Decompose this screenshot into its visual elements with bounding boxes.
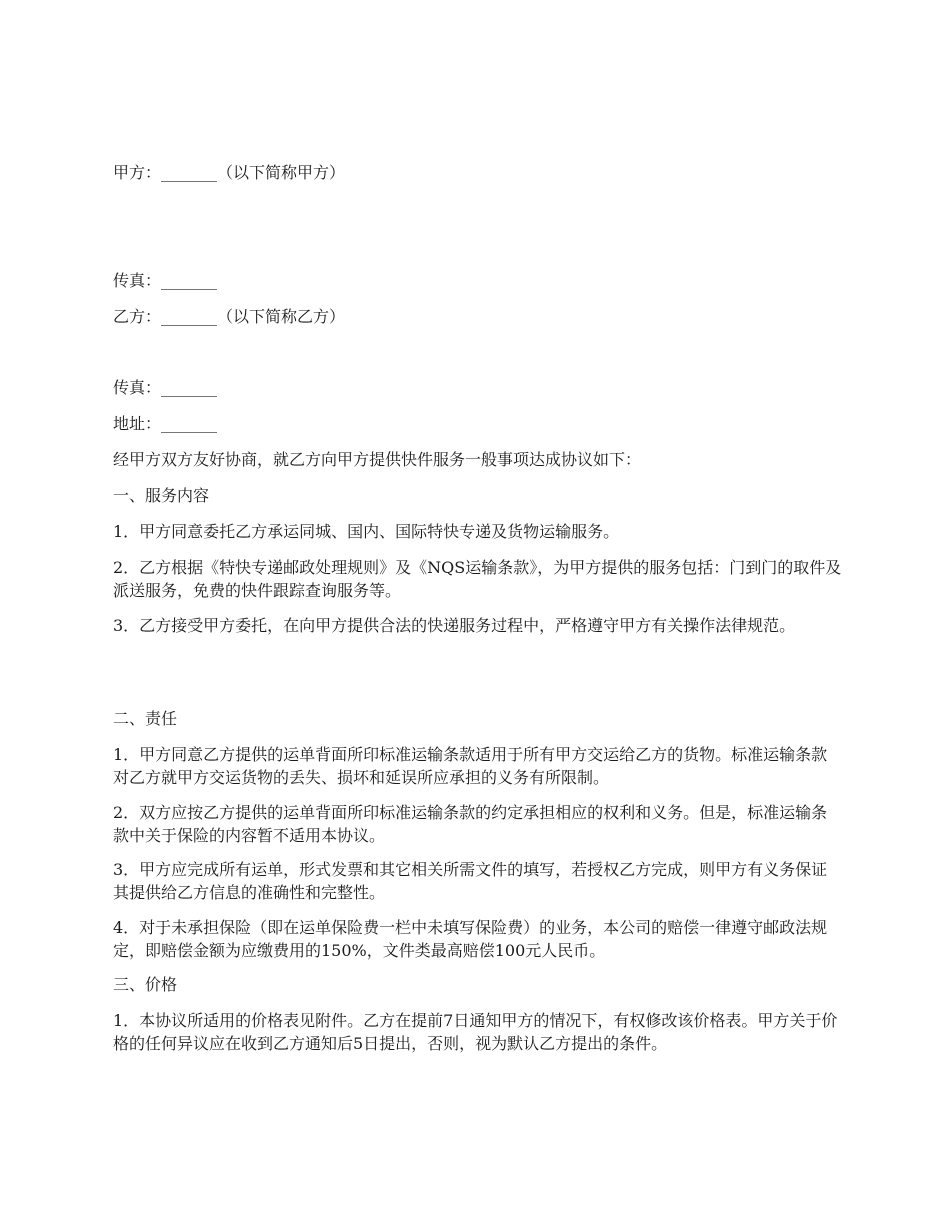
section-2-clause-1: 1．甲方同意乙方提供的运单背面所印标准运输条款适用于所有甲方交运给乙方的货物。标准运输条款对乙方就甲方交运货物的丢失、损坏和延误所应承担的义务有所限制。 [113,745,828,787]
section-1-clause-3: 3．乙方接受甲方委托，在向甲方提供合法的快递服务过程中，严格遵守甲方有关操作法律规范。 [113,616,796,635]
party-b-address-line: 地址：_______ [113,414,218,433]
section-3-heading: 三、价格 [113,975,178,994]
party-b-line: 乙方：_______（以下简称乙方） [113,307,346,326]
section-1-clause-2: 2．乙方根据《特快专递邮政处理规则》及《NQS运输条款》，为甲方提供的服务包括：门到门的取件及派送服务，免费的快件跟踪查询服务等。 [113,558,842,600]
section-2-clause-3: 3．甲方应完成所有运单，形式发票和其它相关所需文件的填写，若授权乙方完成，则甲方有义务保证其提供给乙方信息的准确性和完整性。 [113,860,828,902]
section-2-heading: 二、责任 [113,709,178,728]
intro-paragraph: 经甲方双方友好协商，就乙方向甲方提供快件服务一般事项达成协议如下： [113,450,642,469]
party-b-fax-line: 传真：_______ [113,378,218,397]
section-2-clause-4: 4．对于未承担保险（即在运单保险费一栏中未填写保险费）的业务，本公司的赔偿一律遵守邮政法规定，即赔偿金额为应缴费用的150%，文件类最高赔偿100元人民币。 [113,918,828,960]
section-2-clause-2: 2．双方应按乙方提供的运单背面所印标准运输条款的约定承担相应的权利和义务。但是，标准运输条款中关于保险的内容暂不适用本协议。 [113,803,828,845]
party-a-line: 甲方：_______（以下简称甲方） [113,163,346,182]
section-1-clause-1: 1．甲方同意委托乙方承运同城、国内、国际特快专递及货物运输服务。 [113,522,620,541]
party-a-fax-line: 传真：_______ [113,271,218,290]
section-1-heading: 一、服务内容 [113,486,210,505]
section-3-clause-1: 1．本协议所适用的价格表见附件。乙方在提前7日通知甲方的情况下，有权修改该价格表。甲方关于价格的任何异议应在收到乙方通知后5日提出，否则，视为默认乙方提出的条件。 [113,1011,838,1053]
